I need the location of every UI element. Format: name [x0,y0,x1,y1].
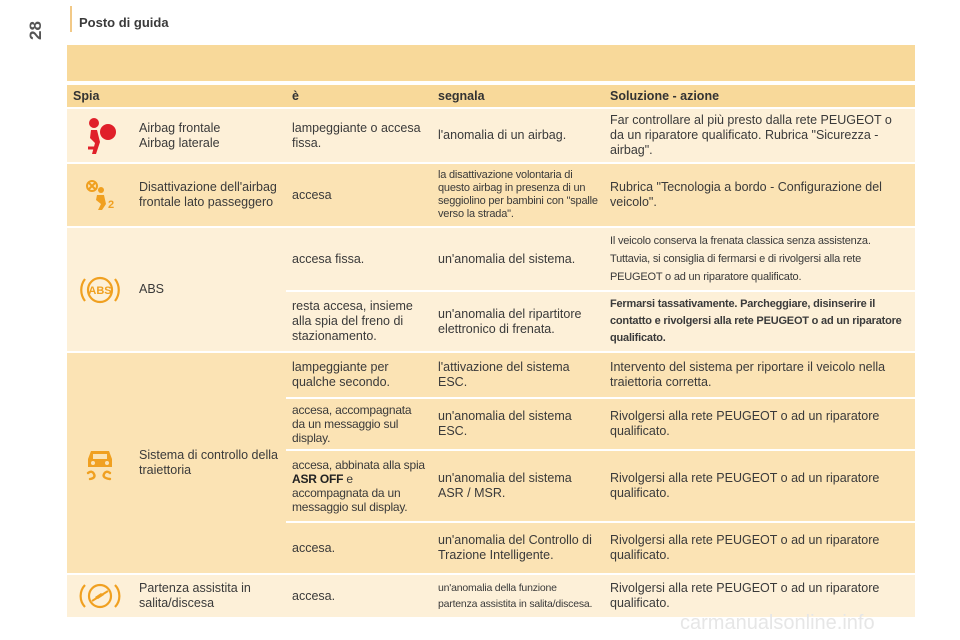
warning-state: accesa fissa. [286,228,432,290]
warning-state: accesa. [286,523,432,573]
warning-signals: un'anomalia del sistema ESC. [432,399,604,449]
table-top-band [67,45,915,81]
warning-solution: Intervento del sistema per riportare il veicolo nella traiettoria corretta. [604,353,915,397]
warning-solution: Il veicolo conserva la frenata classica senza assistenza. Tuttavia, si consiglia di fermarsi e di rivolgersi alla rete PEUGEOT o ad un riparatore qualificato. [604,228,915,290]
warning-name: ABS [133,228,286,351]
page-number: 28 [26,21,45,40]
warning-signals: un'anomalia della funzione partenza assistita in salita/discesa. [432,575,604,617]
trajectory-control-icon [84,445,116,481]
svg-text:2: 2 [108,199,115,211]
warning-signals: un'anomalia del ripartitore elettronico di frenata. [432,292,604,351]
header-signals: segnala [432,85,604,107]
warning-name: Partenza assistita in salita/discesa [133,575,286,617]
watermark: carmanualsonline.info [680,612,875,634]
warning-solution: Rivolgersi alla rete PEUGEOT o ad un riparatore qualificato. [604,451,915,521]
icon-cell [67,575,133,617]
warning-state: accesa, abbinata alla spia ASR OFF e accompagnata da un messaggio sul display. [286,451,432,521]
abs-warning-icon [79,272,121,308]
warning-state: lampeggiante o accesa fissa. [286,109,432,162]
warning-solution: Rubrica "Tecnologia a bordo - Configurazione del veicolo". [604,164,915,226]
warning-signals: un'anomalia del sistema. [432,228,604,290]
icon-cell [67,164,133,226]
warning-signals: un'anomalia del sistema ASR / MSR. [432,451,604,521]
airbag-warning-icon [82,116,118,156]
warning-solution: Rivolgersi alla rete PEUGEOT o ad un riparatore qualificato. [604,523,915,573]
warning-lights-table [67,83,915,619]
warning-name: Disattivazione dell'airbag frontale lato passeggero [133,164,286,226]
table-row [67,109,915,162]
section-marker [70,6,72,32]
header-solution: Soluzione - azione [604,85,915,107]
passenger-airbag-off-icon [83,178,117,212]
table-row [67,353,915,397]
warning-state: lampeggiante per qualche secondo. [286,353,432,397]
warning-solution: Far controllare al più presto dalla rete PEUGEOT o da un riparatore qualificato. Rubrica "Sicurezza - airbag". [604,109,915,162]
warning-signals: un'anomalia del Controllo di Trazione Intelligente. [432,523,604,573]
warning-signals: l'attivazione del sistema ESC. [432,353,604,397]
warning-state: accesa. [286,575,432,617]
icon-cell [67,109,133,162]
warning-state: accesa [286,164,432,226]
section-title: Posto di guida [79,15,169,30]
header-spia: Spia [67,85,286,107]
table-header-row [67,85,915,107]
warning-solution: Rivolgersi alla rete PEUGEOT o ad un riparatore qualificato. [604,399,915,449]
warning-state: resta accesa, insieme alla spia del freno di stazionamento. [286,292,432,351]
header-state: è [286,85,432,107]
warning-signals: l'anomalia di un airbag. [432,109,604,162]
warning-solution: Fermarsi tassativamente. Parcheggiare, disinserire il contatto e rivolgersi alla rete PEUGEOT o ad un riparatore qualificato. [604,292,915,351]
icon-cell [67,353,133,573]
asr-off-label: ASR OFF [292,472,344,486]
hill-start-assist-icon [79,579,121,613]
table-row [67,164,915,226]
svg-text:ABS: ABS [88,284,112,297]
warning-state: accesa, accompagnata da un messaggio sul display. [286,399,432,449]
warning-signals: la disattivazione volontaria di questo airbag in presenza di un seggiolino per bambini con "spalle verso la strada". [432,164,604,226]
table-row [67,575,915,617]
icon-cell [67,228,133,351]
warning-name: Sistema di controllo della traiettoria [133,353,286,573]
warning-solution: Rivolgersi alla rete PEUGEOT o ad un riparatore qualificato. [604,575,915,617]
warning-name: Airbag frontale Airbag laterale [133,109,286,162]
table-row [67,228,915,290]
